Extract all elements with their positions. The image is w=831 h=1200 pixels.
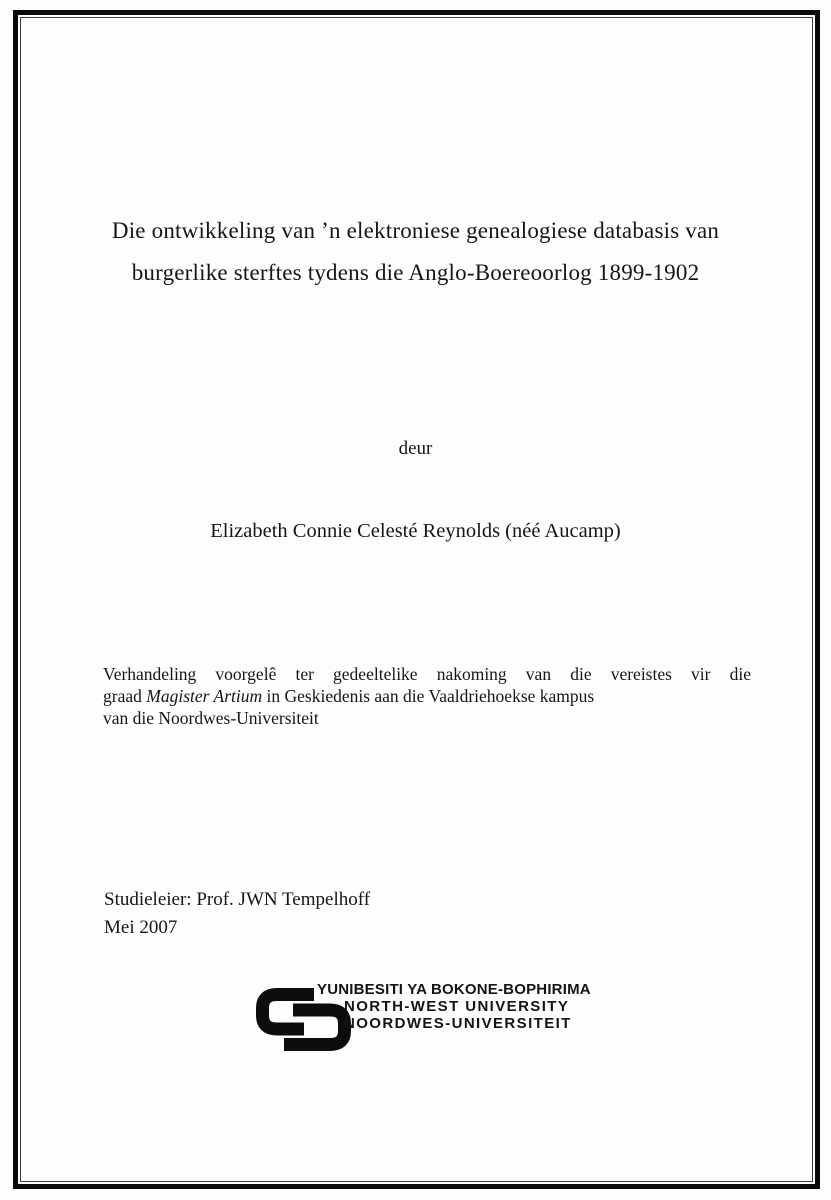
degree-statement-line-2-prefix: graad (103, 686, 147, 706)
supervisor-block (104, 886, 370, 942)
supervisor-line: Studieleier: Prof. JWN Tempelhoff (104, 889, 371, 910)
thesis-title-line-2: burgerlike sterftes tydens die Anglo-Boereoorlog 1899-1902 (131, 260, 700, 285)
thesis-title-line-1: Die ontwikkeling van ’n elektroniese genealogiese databasis van (111, 218, 720, 243)
logo-text-afrikaans: NOORDWES-UNIVERSITEIT (344, 1015, 572, 1032)
logo-text-setswana: YUNIBESITI YA BOKONE-BOPHIRIMA (317, 981, 591, 998)
thesis-title (60, 210, 771, 294)
degree-statement-line-1: Verhandeling voorgelê ter gedeeltelike nakoming van die vereistes vir die (103, 664, 751, 684)
byline: deur (398, 438, 433, 459)
logo-text-english: NORTH-WEST UNIVERSITY (344, 998, 570, 1015)
university-logo (256, 980, 591, 1055)
degree-statement-line-2-suffix: in Geskiedenis aan die Vaaldriehoekse kampus (262, 686, 595, 706)
degree-statement-line-2 (103, 685, 751, 707)
date-line: Mei 2007 (104, 917, 178, 938)
author-name: Elizabeth Connie Celesté Reynolds (néé Aucamp) (210, 520, 621, 542)
university-logo-text (317, 981, 591, 1032)
degree-name-italic: Magister Artium (146, 686, 263, 706)
degree-statement-line-3: van die Noordwes-Universiteit (103, 708, 319, 728)
degree-statement (103, 663, 751, 729)
